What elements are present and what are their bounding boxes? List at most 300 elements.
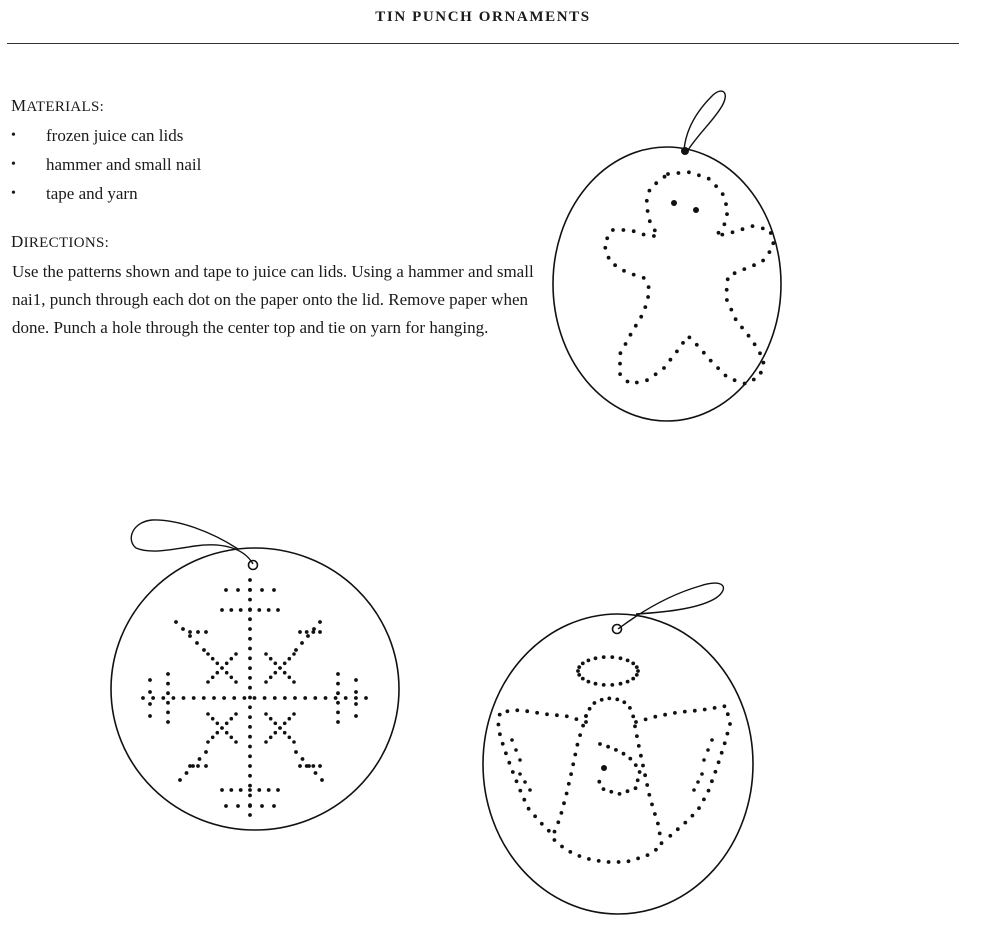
punch-dot bbox=[639, 315, 643, 319]
punch-dot bbox=[523, 780, 527, 784]
punch-dot bbox=[725, 212, 729, 216]
punch-dot bbox=[753, 342, 757, 346]
punch-dot bbox=[336, 672, 340, 676]
punch-dot bbox=[497, 723, 501, 727]
punch-dot bbox=[613, 263, 617, 267]
punch-dot bbox=[239, 608, 243, 612]
punch-dot bbox=[507, 761, 511, 765]
hanging-loop-string bbox=[618, 583, 723, 629]
punch-dot bbox=[354, 714, 358, 718]
punch-dot bbox=[166, 682, 170, 686]
punch-dot bbox=[703, 708, 707, 712]
punch-dot bbox=[311, 764, 315, 768]
punch-dot bbox=[314, 771, 318, 775]
punch-dot bbox=[634, 786, 638, 790]
punch-dot bbox=[631, 677, 635, 681]
punch-dot bbox=[248, 735, 252, 739]
punch-dot bbox=[758, 351, 762, 355]
punch-dot bbox=[633, 724, 637, 728]
punch-dot bbox=[647, 793, 651, 797]
punch-dot bbox=[354, 702, 358, 706]
punch-dot bbox=[148, 690, 152, 694]
punch-dot bbox=[535, 711, 539, 715]
hanging-loop-string bbox=[131, 520, 253, 564]
punch-dot bbox=[248, 627, 252, 631]
punch-dot bbox=[643, 773, 647, 777]
punch-dot bbox=[577, 673, 581, 677]
punch-dot bbox=[236, 804, 240, 808]
punch-dot bbox=[691, 814, 695, 818]
punch-dot bbox=[644, 718, 648, 722]
punch-dot bbox=[677, 171, 681, 175]
punch-dot bbox=[707, 177, 711, 181]
punch-dot bbox=[642, 276, 646, 280]
punch-dot bbox=[602, 683, 606, 687]
punch-dot bbox=[587, 857, 591, 861]
punch-dot bbox=[660, 841, 664, 845]
punch-dot bbox=[229, 788, 233, 792]
punch-dot bbox=[615, 698, 619, 702]
punch-dot bbox=[726, 712, 730, 716]
punch-dot bbox=[584, 714, 588, 718]
material-label: frozen juice can lids bbox=[46, 126, 184, 145]
directions-heading-initial: D bbox=[11, 232, 24, 251]
punch-dot bbox=[654, 181, 658, 185]
punch-dot bbox=[771, 241, 775, 245]
punch-dot bbox=[645, 199, 649, 203]
punch-dot bbox=[206, 680, 210, 684]
punch-dot bbox=[666, 172, 670, 176]
punch-dot bbox=[624, 342, 628, 346]
punch-dot bbox=[283, 722, 287, 726]
punch-dot bbox=[587, 680, 591, 684]
punch-dot bbox=[294, 750, 298, 754]
punch-dot bbox=[581, 677, 585, 681]
punch-dot bbox=[248, 686, 252, 690]
punch-dot bbox=[626, 680, 630, 684]
punch-dot bbox=[274, 662, 278, 666]
punch-dot bbox=[653, 812, 657, 816]
punch-dot bbox=[166, 691, 170, 695]
punch-dot bbox=[311, 630, 315, 634]
punch-dot bbox=[283, 731, 287, 735]
punch-dot bbox=[514, 748, 518, 752]
punch-dot bbox=[723, 704, 727, 708]
punch-dot bbox=[622, 752, 626, 756]
punch-dot bbox=[518, 789, 522, 793]
punch-dot bbox=[318, 620, 322, 624]
punch-dot bbox=[697, 173, 701, 177]
hanging-hole bbox=[249, 561, 258, 570]
gingerbread-man-punch-pattern bbox=[603, 170, 775, 385]
punch-dot bbox=[626, 380, 630, 384]
punch-dot bbox=[276, 788, 280, 792]
punch-dot bbox=[710, 779, 714, 783]
punch-dot bbox=[553, 838, 557, 842]
punch-dot bbox=[709, 359, 713, 363]
punch-dot bbox=[248, 588, 252, 592]
punch-dot bbox=[292, 712, 296, 716]
punch-dot bbox=[696, 780, 700, 784]
punch-dot bbox=[634, 720, 638, 724]
punch-dot bbox=[652, 234, 656, 238]
punch-dot bbox=[565, 714, 569, 718]
bullet-icon: • bbox=[11, 128, 16, 143]
punch-dot bbox=[148, 702, 152, 706]
punch-dot bbox=[627, 859, 631, 863]
punch-dot bbox=[631, 662, 635, 666]
punch-dot bbox=[629, 333, 633, 337]
punch-dot bbox=[626, 659, 630, 663]
punch-dot bbox=[501, 742, 505, 746]
punch-dot bbox=[706, 748, 710, 752]
gingerbread-eye bbox=[693, 207, 699, 213]
punch-dot bbox=[597, 859, 601, 863]
punch-dot bbox=[274, 731, 278, 735]
punch-dot bbox=[663, 175, 667, 179]
punch-dot bbox=[618, 792, 622, 796]
punch-dot bbox=[211, 717, 215, 721]
punch-dot bbox=[560, 845, 564, 849]
punch-dot bbox=[568, 850, 572, 854]
punch-dot bbox=[248, 804, 252, 808]
punch-dot bbox=[650, 803, 654, 807]
punch-dot bbox=[751, 224, 755, 228]
punch-dot bbox=[716, 366, 720, 370]
punch-dot bbox=[248, 745, 252, 749]
punch-dot bbox=[216, 671, 220, 675]
punch-dot bbox=[645, 783, 649, 787]
punch-dot bbox=[267, 788, 271, 792]
material-label: tape and yarn bbox=[46, 184, 138, 203]
punch-dot bbox=[743, 382, 747, 386]
punch-dot bbox=[276, 608, 280, 612]
punch-dot bbox=[248, 715, 252, 719]
punch-dot bbox=[264, 652, 268, 656]
punch-dot bbox=[614, 748, 618, 752]
angel-ornament bbox=[483, 583, 753, 914]
punch-dot bbox=[687, 170, 691, 174]
punch-dot bbox=[336, 682, 340, 686]
punch-dot bbox=[318, 764, 322, 768]
punch-dot bbox=[567, 782, 571, 786]
punch-dot bbox=[628, 706, 632, 710]
punch-dot bbox=[260, 588, 264, 592]
punch-dot bbox=[220, 608, 224, 612]
punch-dot bbox=[305, 764, 309, 768]
punch-dot bbox=[253, 696, 257, 700]
punch-dot bbox=[243, 696, 247, 700]
punch-dot bbox=[676, 827, 680, 831]
punch-dot bbox=[528, 788, 532, 792]
punch-dot bbox=[188, 630, 192, 634]
punch-dot bbox=[222, 696, 226, 700]
punch-dot bbox=[611, 228, 615, 232]
ornament-lid-outline bbox=[111, 548, 399, 830]
punch-dot bbox=[635, 665, 639, 669]
punch-dot bbox=[723, 741, 727, 745]
punch-dot bbox=[303, 696, 307, 700]
punch-dot bbox=[274, 722, 278, 726]
punch-dot bbox=[264, 712, 268, 716]
punch-dot bbox=[588, 707, 592, 711]
punch-dot bbox=[274, 671, 278, 675]
punch-dot bbox=[702, 798, 706, 802]
angel-punch-pattern bbox=[497, 655, 732, 864]
punch-dot bbox=[234, 740, 238, 744]
punch-dot bbox=[607, 697, 611, 701]
punch-dot bbox=[206, 652, 210, 656]
punch-dot bbox=[626, 789, 630, 793]
punch-dot bbox=[617, 860, 621, 864]
punch-dot bbox=[669, 358, 673, 362]
punch-dot bbox=[578, 854, 582, 858]
punch-dot bbox=[248, 764, 252, 768]
punch-dot bbox=[278, 666, 282, 670]
punch-dot bbox=[212, 696, 216, 700]
punch-dot bbox=[161, 696, 165, 700]
punch-dot bbox=[647, 285, 651, 289]
punch-dot bbox=[204, 750, 208, 754]
punch-dot bbox=[239, 788, 243, 792]
punch-dot bbox=[292, 740, 296, 744]
punch-dot bbox=[504, 751, 508, 755]
punch-dot bbox=[166, 672, 170, 676]
punch-dot bbox=[178, 778, 182, 782]
hanging-loop-string bbox=[684, 91, 725, 150]
punch-dot bbox=[606, 745, 610, 749]
punch-dot bbox=[635, 673, 639, 677]
directions-heading-rest: IRECTIONS: bbox=[23, 235, 110, 251]
punch-dot bbox=[717, 760, 721, 764]
punch-dot bbox=[269, 676, 273, 680]
directions-text: Use the patterns shown and tape to juice can lids. Using a hammer and small nai1, punch through each dot on the paper onto the lid. Remove paper when done. Punch a hole through the center top and tie on yarn for hanging. bbox=[12, 262, 534, 337]
punch-dot bbox=[272, 804, 276, 808]
punch-dot bbox=[636, 857, 640, 861]
punch-dot bbox=[631, 715, 635, 719]
punch-dot bbox=[204, 630, 208, 634]
punch-dot bbox=[729, 308, 733, 312]
punch-dot bbox=[293, 696, 297, 700]
punch-dot bbox=[658, 832, 662, 836]
punch-dot bbox=[300, 641, 304, 645]
punch-dot bbox=[692, 788, 696, 792]
punch-dot bbox=[298, 764, 302, 768]
punch-dot bbox=[301, 757, 305, 761]
punch-dot bbox=[642, 233, 646, 237]
punch-dot bbox=[597, 780, 601, 784]
punch-dot bbox=[634, 324, 638, 328]
punch-dot bbox=[166, 711, 170, 715]
punch-dot bbox=[759, 371, 763, 375]
punch-dot bbox=[216, 722, 220, 726]
punch-dot bbox=[609, 790, 613, 794]
punch-dot bbox=[234, 680, 238, 684]
punch-dot bbox=[336, 720, 340, 724]
punch-dot bbox=[656, 822, 660, 826]
punch-dot bbox=[192, 696, 196, 700]
punch-dot bbox=[278, 726, 282, 730]
punch-dot bbox=[288, 657, 292, 661]
punch-dot bbox=[324, 696, 328, 700]
punch-dot bbox=[206, 712, 210, 716]
punch-dot bbox=[576, 669, 580, 673]
hanging-hole bbox=[681, 147, 689, 155]
punch-dot bbox=[569, 772, 573, 776]
bullet-icon: • bbox=[11, 157, 16, 172]
punch-dot bbox=[562, 801, 566, 805]
punch-dot bbox=[283, 662, 287, 666]
gingerbread-man-ornament bbox=[553, 91, 781, 421]
punch-dot bbox=[726, 277, 730, 281]
punch-dot bbox=[148, 714, 152, 718]
punch-dot bbox=[248, 656, 252, 660]
punch-dot bbox=[646, 209, 650, 213]
punch-dot bbox=[354, 696, 358, 700]
punch-dot bbox=[645, 378, 649, 382]
punch-dot bbox=[577, 665, 581, 669]
punch-dot bbox=[720, 751, 724, 755]
punch-dot bbox=[733, 378, 737, 382]
punch-dot bbox=[700, 772, 704, 776]
punch-dot bbox=[498, 713, 502, 717]
punch-dot bbox=[344, 696, 348, 700]
punch-dot bbox=[511, 770, 515, 774]
punch-dot bbox=[320, 778, 324, 782]
punch-dot bbox=[257, 788, 261, 792]
punch-dot bbox=[724, 202, 728, 206]
punch-dot bbox=[234, 652, 238, 656]
punch-dot bbox=[565, 792, 569, 796]
punch-dot bbox=[622, 700, 626, 704]
hanging-hole bbox=[613, 625, 622, 634]
gingerbread-eye bbox=[671, 200, 677, 206]
punch-dot bbox=[196, 630, 200, 634]
punch-dot bbox=[257, 608, 261, 612]
punch-dot bbox=[653, 715, 657, 719]
punch-dot bbox=[726, 732, 730, 736]
punch-dot bbox=[560, 811, 564, 815]
punch-dot bbox=[202, 696, 206, 700]
punch-dot bbox=[683, 710, 687, 714]
punch-dot bbox=[638, 770, 642, 774]
punch-dot bbox=[663, 713, 667, 717]
punch-dot bbox=[575, 717, 579, 721]
punch-dot bbox=[619, 351, 623, 355]
punch-dot bbox=[761, 227, 765, 231]
punch-dot bbox=[742, 267, 746, 271]
punch-dot bbox=[292, 652, 296, 656]
punch-dot bbox=[236, 588, 240, 592]
punch-dot bbox=[662, 366, 666, 370]
punch-dot bbox=[733, 271, 737, 275]
punch-dot bbox=[202, 648, 206, 652]
punch-dot bbox=[697, 806, 701, 810]
punch-dot bbox=[230, 657, 234, 661]
punch-dot bbox=[220, 788, 224, 792]
punch-dot bbox=[230, 717, 234, 721]
punch-dot bbox=[248, 676, 252, 680]
punch-dot bbox=[141, 696, 145, 700]
punch-dot bbox=[584, 720, 588, 724]
punch-dot bbox=[573, 753, 577, 757]
punch-dot bbox=[747, 334, 751, 338]
punch-dot bbox=[151, 696, 155, 700]
punch-dot bbox=[646, 853, 650, 857]
punch-dot bbox=[288, 676, 292, 680]
punch-dot bbox=[587, 659, 591, 663]
punch-dot bbox=[518, 772, 522, 776]
punch-dot bbox=[272, 588, 276, 592]
punch-dot bbox=[267, 608, 271, 612]
punch-dot bbox=[533, 814, 537, 818]
punch-dot bbox=[263, 696, 267, 700]
punch-dot bbox=[211, 736, 215, 740]
punch-dot bbox=[607, 860, 611, 864]
punch-dot bbox=[648, 189, 652, 193]
punch-dot bbox=[334, 696, 338, 700]
punch-dot bbox=[618, 372, 622, 376]
punch-dot bbox=[605, 236, 609, 240]
punch-dot bbox=[571, 762, 575, 766]
punch-dot bbox=[264, 680, 268, 684]
punch-dot bbox=[294, 648, 298, 652]
punch-dot bbox=[318, 630, 322, 634]
punch-dot bbox=[636, 778, 640, 782]
punch-dot bbox=[641, 764, 645, 768]
punch-dot bbox=[225, 671, 229, 675]
punch-dot bbox=[634, 763, 638, 767]
punch-dot bbox=[288, 736, 292, 740]
punch-dot bbox=[632, 229, 636, 233]
ornament-lid-outline bbox=[553, 147, 781, 421]
punch-dot bbox=[248, 794, 252, 798]
punch-dot bbox=[188, 764, 192, 768]
punch-dot bbox=[636, 669, 640, 673]
punch-dot bbox=[225, 662, 229, 666]
punch-dot bbox=[740, 326, 744, 330]
punch-dot bbox=[545, 712, 549, 716]
punch-dot bbox=[283, 671, 287, 675]
punch-dot bbox=[211, 657, 215, 661]
punch-dot bbox=[220, 666, 224, 670]
punch-dot bbox=[683, 821, 687, 825]
punch-dot bbox=[728, 722, 732, 726]
punch-dot bbox=[594, 656, 598, 660]
punch-dot bbox=[248, 705, 252, 709]
punch-dot bbox=[230, 676, 234, 680]
punch-dot bbox=[607, 256, 611, 260]
punch-dot bbox=[540, 822, 544, 826]
page-title: TIN PUNCH ORNAMENTS bbox=[375, 9, 591, 25]
punch-dot bbox=[710, 738, 714, 742]
punch-dot bbox=[681, 341, 685, 345]
punch-dot bbox=[166, 720, 170, 724]
punch-dot bbox=[148, 678, 152, 682]
punch-dot bbox=[248, 774, 252, 778]
punch-dot bbox=[336, 711, 340, 715]
punch-dot bbox=[619, 682, 623, 686]
punch-dot bbox=[752, 263, 756, 267]
punch-dot bbox=[174, 620, 178, 624]
punch-dot bbox=[195, 641, 199, 645]
punch-dot bbox=[752, 378, 756, 382]
punch-dot bbox=[264, 740, 268, 744]
punch-dot bbox=[639, 754, 643, 758]
punch-dot bbox=[702, 351, 706, 355]
punch-dot bbox=[515, 779, 519, 783]
punch-dot bbox=[248, 725, 252, 729]
